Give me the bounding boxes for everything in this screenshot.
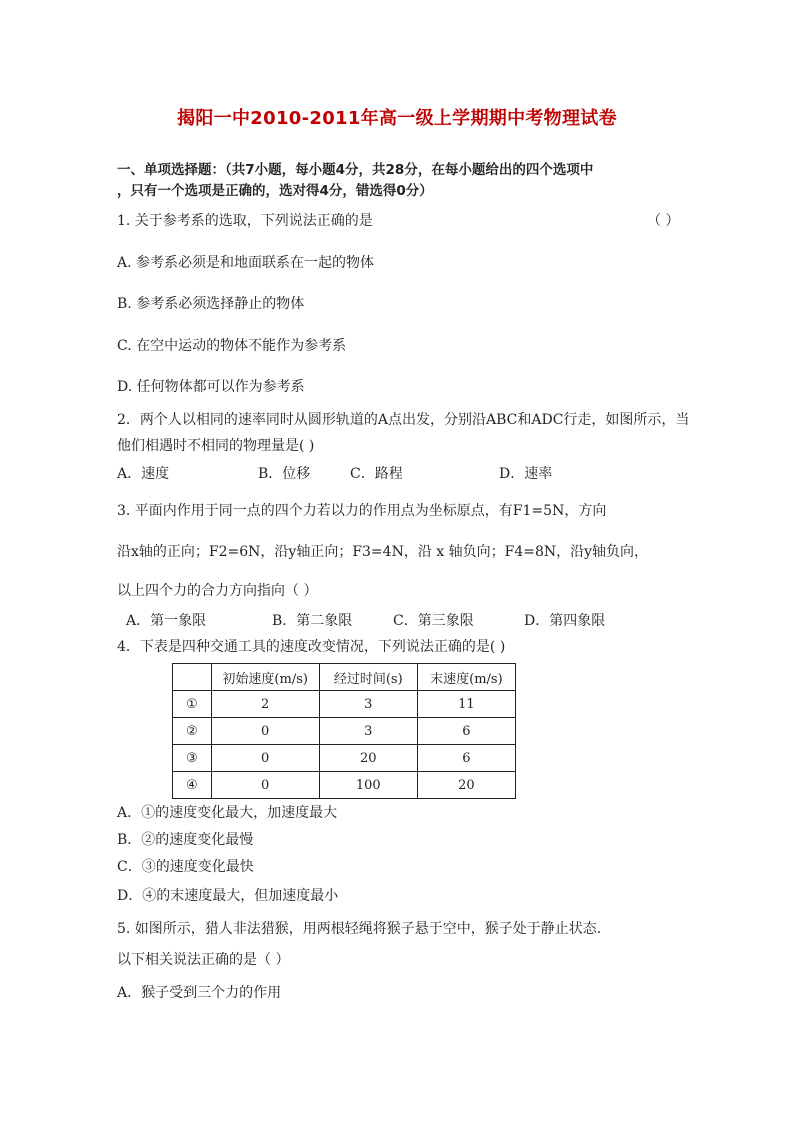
q1-option-c: C. 在空中运动的物体不能作为参考系 <box>117 338 347 354</box>
table-header-cell <box>173 664 212 691</box>
q1-stem <box>117 211 717 231</box>
section-heading-line2: ，只有一个选项是正确的，选对得4分，错选得0分） <box>117 183 433 199</box>
exam-title: 揭阳一中2010-2011年高一级上学期期中考物理试卷 <box>177 108 617 129</box>
table-row <box>173 718 516 745</box>
table-row <box>173 745 516 772</box>
q2-option-a: A．速度 <box>117 466 170 482</box>
q5-option-a: A．猴子受到三个力的作用 <box>117 985 282 1001</box>
q3-stem-line1: 3. 平面内作用于同一点的四个力若以力的作用点为坐标原点，有F1=5N，方向 <box>117 503 607 519</box>
q1-option-d: D. 任何物体都可以作为参考系 <box>117 379 305 395</box>
table-cell: ② <box>173 718 212 745</box>
table-cell: 3 <box>319 691 417 718</box>
table-header-cell: 经过时间(s) <box>319 664 417 691</box>
q4-option-c: C．③的速度变化最快 <box>117 859 254 875</box>
table-cell: 20 <box>319 745 417 772</box>
q4-option-b: B．②的速度变化最慢 <box>117 832 254 848</box>
q2-option-d: D．速率 <box>499 466 553 482</box>
table-row <box>173 772 516 799</box>
table-header-cell: 初始速度(m/s) <box>211 664 319 691</box>
table-cell: 3 <box>319 718 417 745</box>
table-cell: 20 <box>417 772 515 799</box>
table-cell: 0 <box>211 745 319 772</box>
q4-stem: 4．下表是四种交通工具的速度改变情况，下列说法正确的是( ) <box>117 639 506 655</box>
q2-stem-line1: 2．两个人以相同的速率同时从圆形轨道的A点出发，分别沿ABC和ADC行走，如图所示，当 <box>117 412 690 428</box>
q3-stem-line3: 以上四个力的合力方向指向（ ） <box>117 583 318 599</box>
q1-option-a: A. 参考系必须是和地面联系在一起的物体 <box>117 255 375 271</box>
table-cell: 100 <box>319 772 417 799</box>
q3-option-b: B．第二象限 <box>272 613 353 629</box>
table-cell: ① <box>173 691 212 718</box>
q1-option-b: B. 参考系必须选择静止的物体 <box>117 296 305 312</box>
table-cell: ④ <box>173 772 212 799</box>
table-cell: 0 <box>211 718 319 745</box>
q4-option-a: A．①的速度变化最大，加速度最大 <box>117 805 338 821</box>
q3-stem-line2: 沿x轴的正向；F2=6N，沿y轴正向；F3=4N，沿 x 轴负向；F4=8N，沿y轴负向， <box>117 544 649 560</box>
section-heading-line1: 一、单项选择题：（共7小题，每小题4分，共28分，在每小题给出的四个选项中 <box>117 162 594 178</box>
q3-option-a: A．第一象限 <box>126 613 207 629</box>
table-cell: 6 <box>417 745 515 772</box>
q1-stem-text: 1. 关于参考系的选取，下列说法正确的是 <box>117 213 373 229</box>
table-cell: 2 <box>211 691 319 718</box>
table-header-cell: 末速度(m/s) <box>417 664 515 691</box>
table-cell: 11 <box>417 691 515 718</box>
table-cell: 0 <box>211 772 319 799</box>
table-row <box>173 691 516 718</box>
table-cell: ③ <box>173 745 212 772</box>
q1-answer-paren: （ ） <box>647 213 680 229</box>
table-header-row <box>173 664 516 691</box>
q5-stem-line1: 5. 如图所示，猎人非法猎猴，用两根轻绳将猴子悬于空中，猴子处于静止状态. <box>117 921 602 937</box>
q2-option-b: B．位移 <box>258 466 311 482</box>
q5-stem-line2: 以下相关说法正确的是（ ） <box>117 952 290 968</box>
q2-option-c: C．路程 <box>350 466 403 482</box>
q3-option-d: D．第四象限 <box>524 613 606 629</box>
q2-stem-line2: 他们相遇时不相同的物理量是( ) <box>117 438 315 454</box>
q4-option-d: D．④的末速度最大，但加速度最小 <box>117 888 339 904</box>
table-cell: 6 <box>417 718 515 745</box>
speed-table <box>172 663 516 799</box>
q3-option-c: C．第三象限 <box>393 613 474 629</box>
